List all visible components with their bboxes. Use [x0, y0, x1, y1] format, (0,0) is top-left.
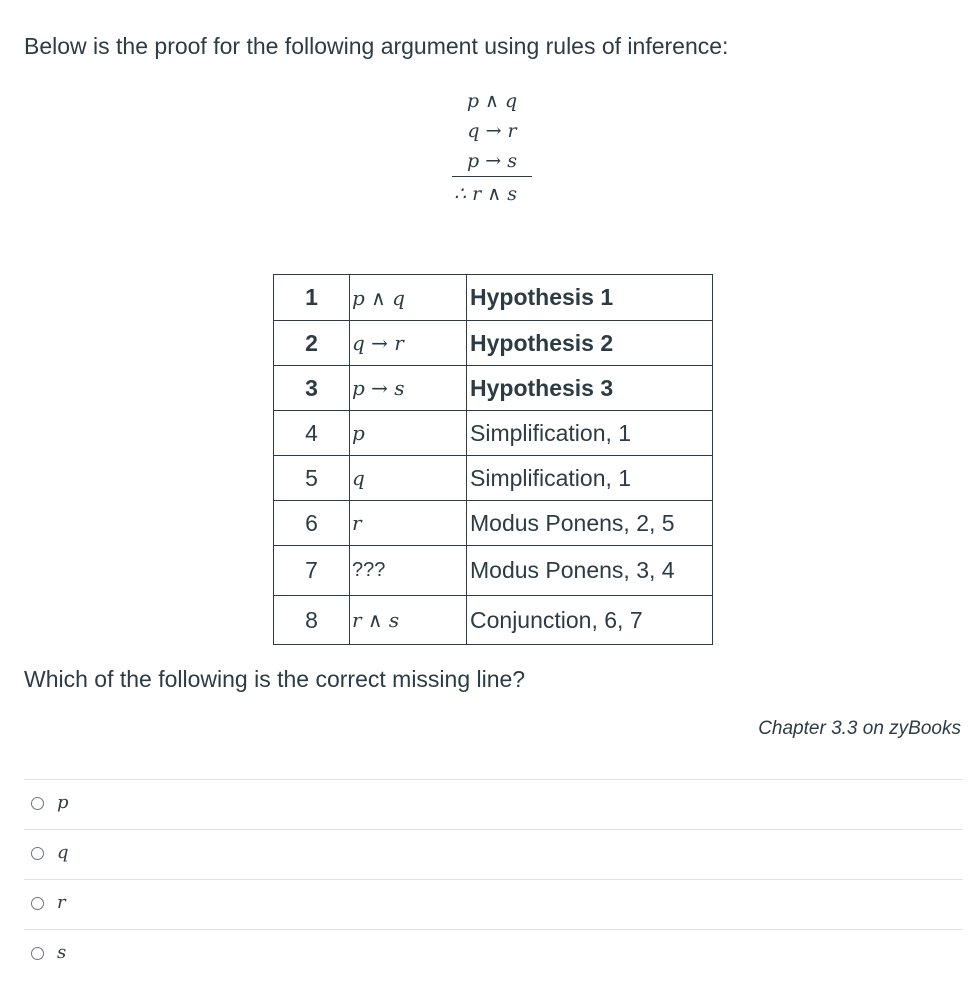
- line-number: 5: [274, 456, 350, 501]
- line-number: 7: [274, 546, 350, 596]
- premise-2: q → r: [467, 120, 517, 142]
- line-statement: p ∧ q: [350, 275, 467, 321]
- answer-option[interactable]: [24, 829, 963, 879]
- answer-option-label[interactable]: r: [57, 892, 66, 913]
- radio-button[interactable]: [31, 797, 44, 810]
- premise-1: p ∧ q: [466, 90, 518, 112]
- line-reason: Hypothesis 1: [467, 275, 713, 321]
- missing-line-statement: ???: [350, 546, 467, 596]
- line-reason: Modus Ponens, 2, 5: [467, 501, 713, 546]
- line-reason: Simplification, 1: [467, 456, 713, 501]
- line-statement: q → r: [350, 321, 467, 366]
- proof-row: [274, 321, 713, 366]
- line-reason: Simplification, 1: [467, 411, 713, 456]
- premise-3: p → s: [467, 150, 517, 172]
- proof-row: [274, 546, 713, 596]
- line-statement: p: [350, 411, 467, 456]
- radio-button[interactable]: [31, 947, 44, 960]
- line-number: 8: [274, 596, 350, 645]
- answer-choices: [24, 779, 963, 979]
- answer-option[interactable]: [24, 779, 963, 829]
- argument-conclusion: ∴ r ∧ s: [454, 183, 517, 205]
- question-intro: Below is the proof for the following argument using rules of inference:: [24, 33, 729, 59]
- answer-option[interactable]: [24, 929, 963, 979]
- proof-row: [274, 366, 713, 411]
- radio-button[interactable]: [31, 847, 44, 860]
- argument-block: [452, 86, 532, 211]
- proof-row: [274, 275, 713, 321]
- proof-row: [274, 501, 713, 546]
- answer-option[interactable]: [24, 879, 963, 929]
- line-reason: Hypothesis 3: [467, 366, 713, 411]
- line-number: 2: [274, 321, 350, 366]
- proof-row: [274, 456, 713, 501]
- line-number: 4: [274, 411, 350, 456]
- line-statement: r ∧ s: [350, 596, 467, 645]
- line-reason: Modus Ponens, 3, 4: [467, 546, 713, 596]
- line-statement: q: [350, 456, 467, 501]
- line-number: 1: [274, 275, 350, 321]
- line-reason: Conjunction, 6, 7: [467, 596, 713, 645]
- line-number: 6: [274, 501, 350, 546]
- answer-option-label[interactable]: q: [57, 842, 69, 863]
- radio-button[interactable]: [31, 897, 44, 910]
- answer-option-label[interactable]: s: [57, 942, 67, 963]
- line-reason: Hypothesis 2: [467, 321, 713, 366]
- source-note: Chapter 3.3 on zyBooks: [758, 718, 961, 739]
- answer-option-label[interactable]: p: [57, 792, 69, 813]
- line-statement: r: [350, 501, 467, 546]
- question-text: Which of the following is the correct missing line?: [24, 666, 526, 692]
- proof-table: [273, 274, 713, 645]
- line-number: 3: [274, 366, 350, 411]
- proof-row: [274, 596, 713, 645]
- line-statement: p → s: [350, 366, 467, 411]
- proof-row: [274, 411, 713, 456]
